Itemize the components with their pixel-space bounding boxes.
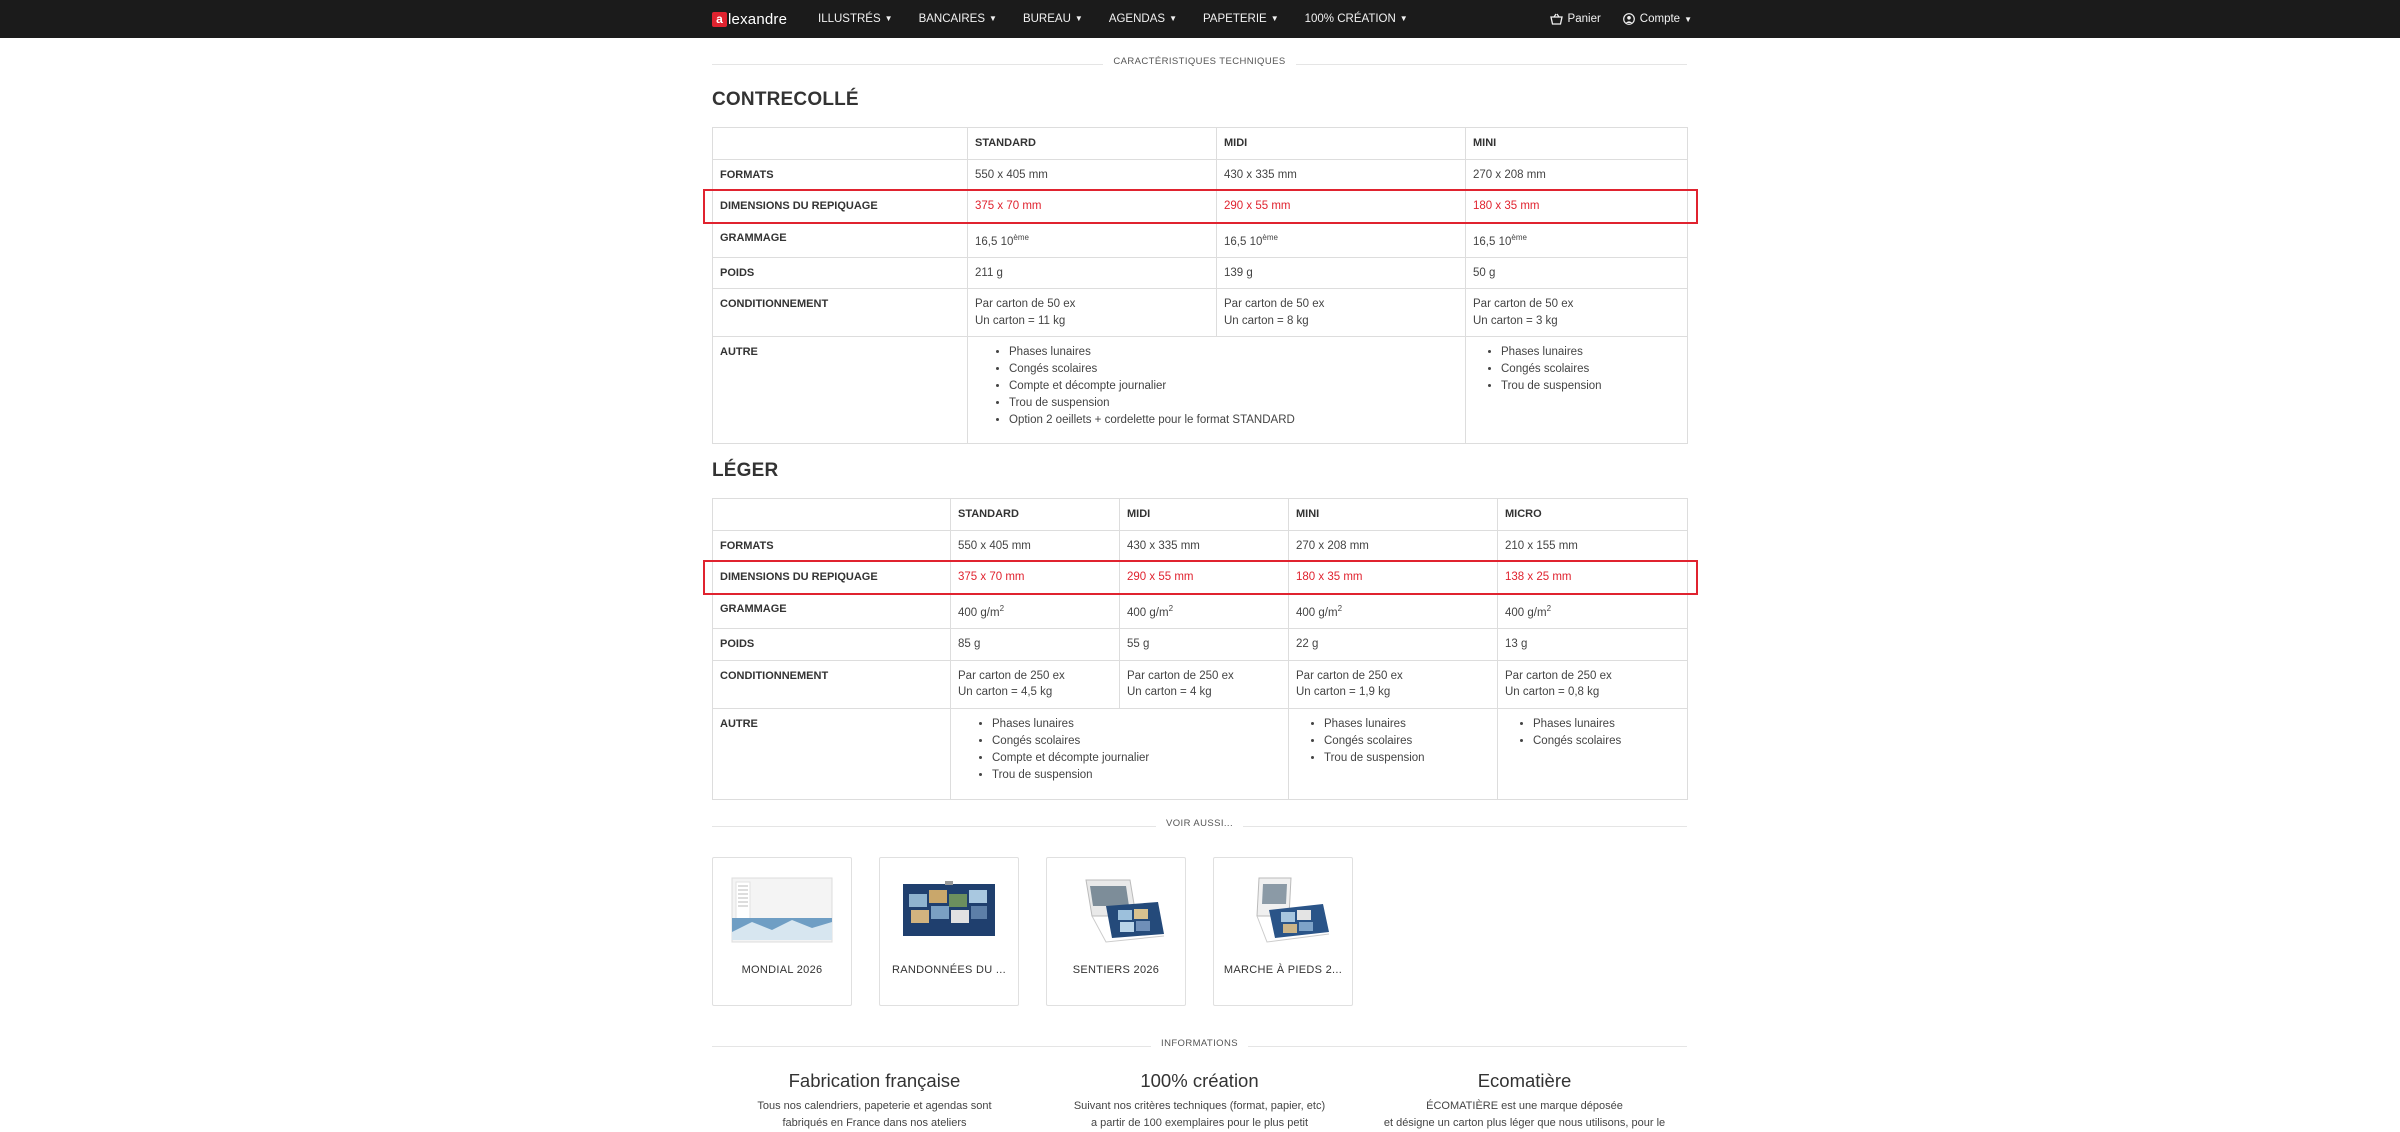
cell bbox=[1289, 660, 1498, 708]
see-also-heading bbox=[712, 818, 1687, 834]
informations-heading-text: INFORMATIONS bbox=[1151, 1038, 1248, 1049]
empty-header bbox=[713, 499, 951, 531]
cell: 290 x 55 mm bbox=[1120, 562, 1289, 594]
informations-heading bbox=[712, 1038, 1687, 1054]
menu-label: BANCAIRES bbox=[918, 13, 986, 25]
col-mini: MINI bbox=[1466, 128, 1688, 160]
top-navbar bbox=[0, 0, 2400, 38]
table-row-grammage bbox=[713, 593, 1688, 628]
list-item: • Trou de suspension bbox=[1324, 750, 1490, 767]
cond-line: Un carton = 8 kg bbox=[1224, 314, 1309, 327]
row-label: GRAMMAGE bbox=[713, 222, 968, 257]
contrecolle-table bbox=[712, 127, 1688, 444]
cell bbox=[1498, 660, 1688, 708]
product-thumbnail bbox=[1233, 876, 1333, 944]
cart-link[interactable] bbox=[1550, 13, 1601, 25]
features-list bbox=[1505, 716, 1680, 750]
row-label: FORMATS bbox=[713, 530, 951, 562]
cell: 550 x 405 mm bbox=[968, 159, 1217, 191]
cell: 138 x 25 mm bbox=[1498, 562, 1688, 594]
grammage-value: 400 g/m bbox=[958, 606, 1000, 619]
card-title: RANDONNÉES DU ... bbox=[892, 963, 1006, 976]
cell: 375 x 70 mm bbox=[951, 562, 1120, 594]
list-item: • Phases lunaires bbox=[1009, 344, 1458, 361]
grammage-sup: 2 bbox=[1546, 603, 1552, 613]
table-row-repiquage bbox=[713, 191, 1688, 223]
info-col-creation bbox=[1037, 1070, 1362, 1132]
brand-logo[interactable] bbox=[712, 9, 787, 29]
grammage-sup: 2 bbox=[999, 603, 1005, 613]
menu-label: ILLUSTRÉS bbox=[818, 13, 881, 25]
cell bbox=[1120, 660, 1289, 708]
list-item: • Congés scolaires bbox=[1009, 361, 1458, 378]
cell bbox=[968, 289, 1217, 337]
product-card[interactable] bbox=[712, 857, 852, 1006]
cell bbox=[1466, 337, 1688, 444]
list-item: • Phases lunaires bbox=[1324, 716, 1490, 733]
row-label: CONDITIONNEMENT bbox=[713, 660, 951, 708]
cell bbox=[1217, 222, 1466, 257]
product-thumbnail bbox=[1066, 876, 1166, 944]
grammage-sup: ème bbox=[1511, 232, 1527, 242]
col-midi: MIDI bbox=[1217, 128, 1466, 160]
cell bbox=[968, 337, 1466, 444]
caret-down-icon: ▼ bbox=[1074, 14, 1083, 23]
table-row-autre bbox=[713, 337, 1688, 444]
row-label: AUTRE bbox=[713, 708, 951, 799]
cell: 50 g bbox=[1466, 257, 1688, 289]
info-title: 100% création bbox=[1140, 1069, 1259, 1091]
list-item: • Phases lunaires bbox=[1501, 344, 1680, 361]
main-content bbox=[712, 38, 1687, 1132]
grammage-value: 16,5 10 bbox=[1473, 235, 1512, 248]
menu-illustres[interactable] bbox=[818, 13, 893, 25]
list-item: • Congés scolaires bbox=[1501, 361, 1680, 378]
cond-line: Par carton de 250 ex bbox=[1127, 669, 1234, 682]
cell: 270 x 208 mm bbox=[1466, 159, 1688, 191]
table-header-row bbox=[713, 128, 1688, 160]
grammage-sup: ème bbox=[1013, 232, 1029, 242]
caret-down-icon: ▼ bbox=[989, 14, 997, 23]
grammage-sup: 2 bbox=[1168, 603, 1174, 613]
cell: 550 x 405 mm bbox=[951, 530, 1120, 562]
row-label: POIDS bbox=[713, 257, 968, 289]
contrecolle-title: CONTRECOLLÉ bbox=[712, 89, 859, 110]
user-circle-icon bbox=[1623, 13, 1635, 25]
features-list bbox=[975, 344, 1458, 429]
cell: 180 x 35 mm bbox=[1289, 562, 1498, 594]
product-card[interactable] bbox=[1213, 857, 1353, 1006]
tech-heading-text: CARACTÉRISTIQUES TECHNIQUES bbox=[1103, 56, 1295, 67]
list-item: • Compte et décompte journalier bbox=[992, 750, 1281, 767]
logo-mark: a bbox=[712, 12, 727, 27]
logo-text: lexandre bbox=[728, 10, 788, 28]
cond-line: Un carton = 11 kg bbox=[975, 314, 1066, 327]
cell bbox=[1466, 289, 1688, 337]
cell bbox=[1289, 708, 1498, 799]
table-row-conditionnement bbox=[713, 660, 1688, 708]
nav-right bbox=[1528, 0, 1692, 38]
menu-label: AGENDAS bbox=[1108, 13, 1166, 25]
menu-label: 100% CRÉATION bbox=[1304, 13, 1396, 25]
row-label: AUTRE bbox=[713, 337, 968, 444]
info-text: ÉCOMATIÈRE est une marque déposée bbox=[1426, 1099, 1623, 1112]
cond-line: Par carton de 250 ex bbox=[1296, 669, 1403, 682]
table-header-row bbox=[713, 499, 1688, 531]
caret-down-icon: ▼ bbox=[884, 14, 893, 23]
caret-down-icon: ▼ bbox=[1684, 14, 1692, 24]
cell bbox=[1217, 289, 1466, 337]
features-list bbox=[958, 716, 1281, 784]
features-list bbox=[1473, 344, 1680, 395]
cond-line: Par carton de 50 ex bbox=[975, 298, 1076, 311]
list-item: • Trou de suspension bbox=[1501, 378, 1680, 395]
product-thumbnail bbox=[899, 876, 999, 944]
info-text: et désigne un carton plus léger que nous utilisons, pour le bbox=[1383, 1116, 1666, 1129]
cell bbox=[968, 222, 1217, 257]
cell: 210 x 155 mm bbox=[1498, 530, 1688, 562]
list-item: • Trou de suspension bbox=[1009, 395, 1458, 412]
cell bbox=[1466, 222, 1688, 257]
menu-label: PAPETERIE bbox=[1202, 13, 1267, 25]
info-text: a partir de 100 exemplaires pour le plus petit bbox=[1090, 1116, 1309, 1129]
main-menu bbox=[818, 0, 1434, 38]
row-label: DIMENSIONS DU REPIQUAGE bbox=[713, 562, 951, 594]
cart-label: Panier bbox=[1567, 13, 1601, 25]
list-item: • Phases lunaires bbox=[992, 716, 1281, 733]
col-standard: STANDARD bbox=[968, 128, 1217, 160]
cell: 180 x 35 mm bbox=[1466, 191, 1688, 223]
caret-down-icon: ▼ bbox=[1270, 14, 1279, 23]
row-label: CONDITIONNEMENT bbox=[713, 289, 968, 337]
caret-down-icon: ▼ bbox=[1399, 14, 1408, 23]
cell bbox=[1498, 708, 1688, 799]
features-list bbox=[1296, 716, 1490, 767]
desk-calendar-thumbnail-icon bbox=[1233, 876, 1333, 944]
cell: 22 g bbox=[1289, 629, 1498, 661]
table-row-poids bbox=[713, 257, 1688, 289]
card-title: MONDIAL 2026 bbox=[741, 963, 823, 976]
cond-line: Un carton = 3 kg bbox=[1473, 314, 1558, 327]
grammage-sup: ème bbox=[1262, 232, 1278, 242]
leger-table bbox=[712, 498, 1688, 799]
list-item: • Phases lunaires bbox=[1533, 716, 1680, 733]
grammage-value: 400 g/m bbox=[1127, 606, 1169, 619]
account-menu[interactable] bbox=[1623, 13, 1692, 25]
calendar-thumbnail-icon bbox=[899, 876, 999, 944]
table-row-autre bbox=[713, 708, 1688, 799]
info-text: Suivant nos critères techniques (format, papier, etc) bbox=[1073, 1099, 1326, 1112]
grammage-sup: 2 bbox=[1337, 603, 1343, 613]
desk-calendar-thumbnail-icon bbox=[1066, 876, 1166, 944]
cell: 55 g bbox=[1120, 629, 1289, 661]
row-label: POIDS bbox=[713, 629, 951, 661]
cell: 375 x 70 mm bbox=[968, 191, 1217, 223]
card-title: MARCHE À PIEDS 2... bbox=[1223, 963, 1343, 976]
account-label: Compte bbox=[1639, 13, 1681, 25]
menu-agendas[interactable] bbox=[1109, 13, 1177, 25]
table-row-poids bbox=[713, 629, 1688, 661]
info-text: Tous nos calendriers, papeterie et agendas sont bbox=[757, 1099, 992, 1112]
col-mini: MINI bbox=[1289, 499, 1498, 531]
table-row-formats bbox=[713, 159, 1688, 191]
product-thumbnail bbox=[732, 876, 832, 944]
cell: 290 x 55 mm bbox=[1217, 191, 1466, 223]
cell bbox=[1498, 593, 1688, 628]
product-card[interactable] bbox=[879, 857, 1019, 1006]
cell: 85 g bbox=[951, 629, 1120, 661]
col-micro: MICRO bbox=[1498, 499, 1688, 531]
list-item: • Congés scolaires bbox=[992, 733, 1281, 750]
cell: 13 g bbox=[1498, 629, 1688, 661]
cond-line: Par carton de 50 ex bbox=[1224, 298, 1325, 311]
cell: 270 x 208 mm bbox=[1289, 530, 1498, 562]
table-row-formats bbox=[713, 530, 1688, 562]
info-col-fabrication bbox=[712, 1070, 1037, 1132]
grammage-value: 400 g/m bbox=[1505, 606, 1547, 619]
row-label: FORMATS bbox=[713, 159, 968, 191]
menu-label: BUREAU bbox=[1022, 13, 1071, 25]
cell: 430 x 335 mm bbox=[1120, 530, 1289, 562]
table-row-grammage bbox=[713, 222, 1688, 257]
cond-line: Par carton de 50 ex bbox=[1473, 298, 1574, 311]
col-standard: STANDARD bbox=[951, 499, 1120, 531]
cond-line: Un carton = 1,9 kg bbox=[1296, 686, 1391, 699]
cond-line: Un carton = 0,8 kg bbox=[1505, 686, 1600, 699]
info-title: Fabrication française bbox=[788, 1069, 961, 1091]
card-title: SENTIERS 2026 bbox=[1072, 963, 1160, 976]
caret-down-icon: ▼ bbox=[1169, 14, 1177, 23]
info-title: Ecomatière bbox=[1477, 1069, 1572, 1091]
cell bbox=[1120, 593, 1289, 628]
list-item: • Trou de suspension bbox=[992, 767, 1281, 784]
list-item: • Compte et décompte journalier bbox=[1009, 378, 1458, 395]
menu-100-creation[interactable] bbox=[1305, 13, 1408, 25]
product-card[interactable] bbox=[1046, 857, 1186, 1006]
cell bbox=[951, 660, 1120, 708]
tech-heading bbox=[712, 56, 1687, 72]
col-midi: MIDI bbox=[1120, 499, 1289, 531]
cond-line: Un carton = 4 kg bbox=[1127, 686, 1212, 699]
table-row-conditionnement bbox=[713, 289, 1688, 337]
empty-header bbox=[713, 128, 968, 160]
menu-papeterie[interactable] bbox=[1203, 13, 1279, 25]
see-also-cards bbox=[712, 857, 1687, 1006]
cell bbox=[951, 593, 1120, 628]
leger-title: LÉGER bbox=[712, 460, 779, 482]
grammage-value: 16,5 10 bbox=[975, 235, 1014, 248]
table-row-repiquage bbox=[713, 562, 1688, 594]
basket-icon bbox=[1550, 13, 1563, 25]
info-col-ecomatiere bbox=[1362, 1070, 1687, 1132]
calendar-thumbnail-icon bbox=[732, 876, 832, 944]
row-label: GRAMMAGE bbox=[713, 593, 951, 628]
list-item: • Congés scolaires bbox=[1324, 733, 1490, 750]
cell bbox=[1289, 593, 1498, 628]
cell: 430 x 335 mm bbox=[1217, 159, 1466, 191]
menu-bureau[interactable] bbox=[1023, 13, 1083, 25]
list-item: • Congés scolaires bbox=[1533, 733, 1680, 750]
cell bbox=[951, 708, 1289, 799]
menu-bancaires[interactable] bbox=[919, 13, 997, 25]
row-label: DIMENSIONS DU REPIQUAGE bbox=[713, 191, 968, 223]
see-also-heading-text: VOIR AUSSI... bbox=[1156, 818, 1243, 829]
cell: 139 g bbox=[1217, 257, 1466, 289]
list-item: • Option 2 oeillets + cordelette pour le format STANDARD bbox=[1009, 412, 1458, 429]
cell: 211 g bbox=[968, 257, 1217, 289]
cond-line: Par carton de 250 ex bbox=[958, 669, 1065, 682]
grammage-value: 16,5 10 bbox=[1224, 235, 1263, 248]
info-text: fabriqués en France dans nos ateliers bbox=[782, 1116, 967, 1129]
grammage-value: 400 g/m bbox=[1296, 606, 1338, 619]
info-columns bbox=[712, 1070, 1687, 1132]
cond-line: Par carton de 250 ex bbox=[1505, 669, 1612, 682]
cond-line: Un carton = 4,5 kg bbox=[958, 686, 1053, 699]
